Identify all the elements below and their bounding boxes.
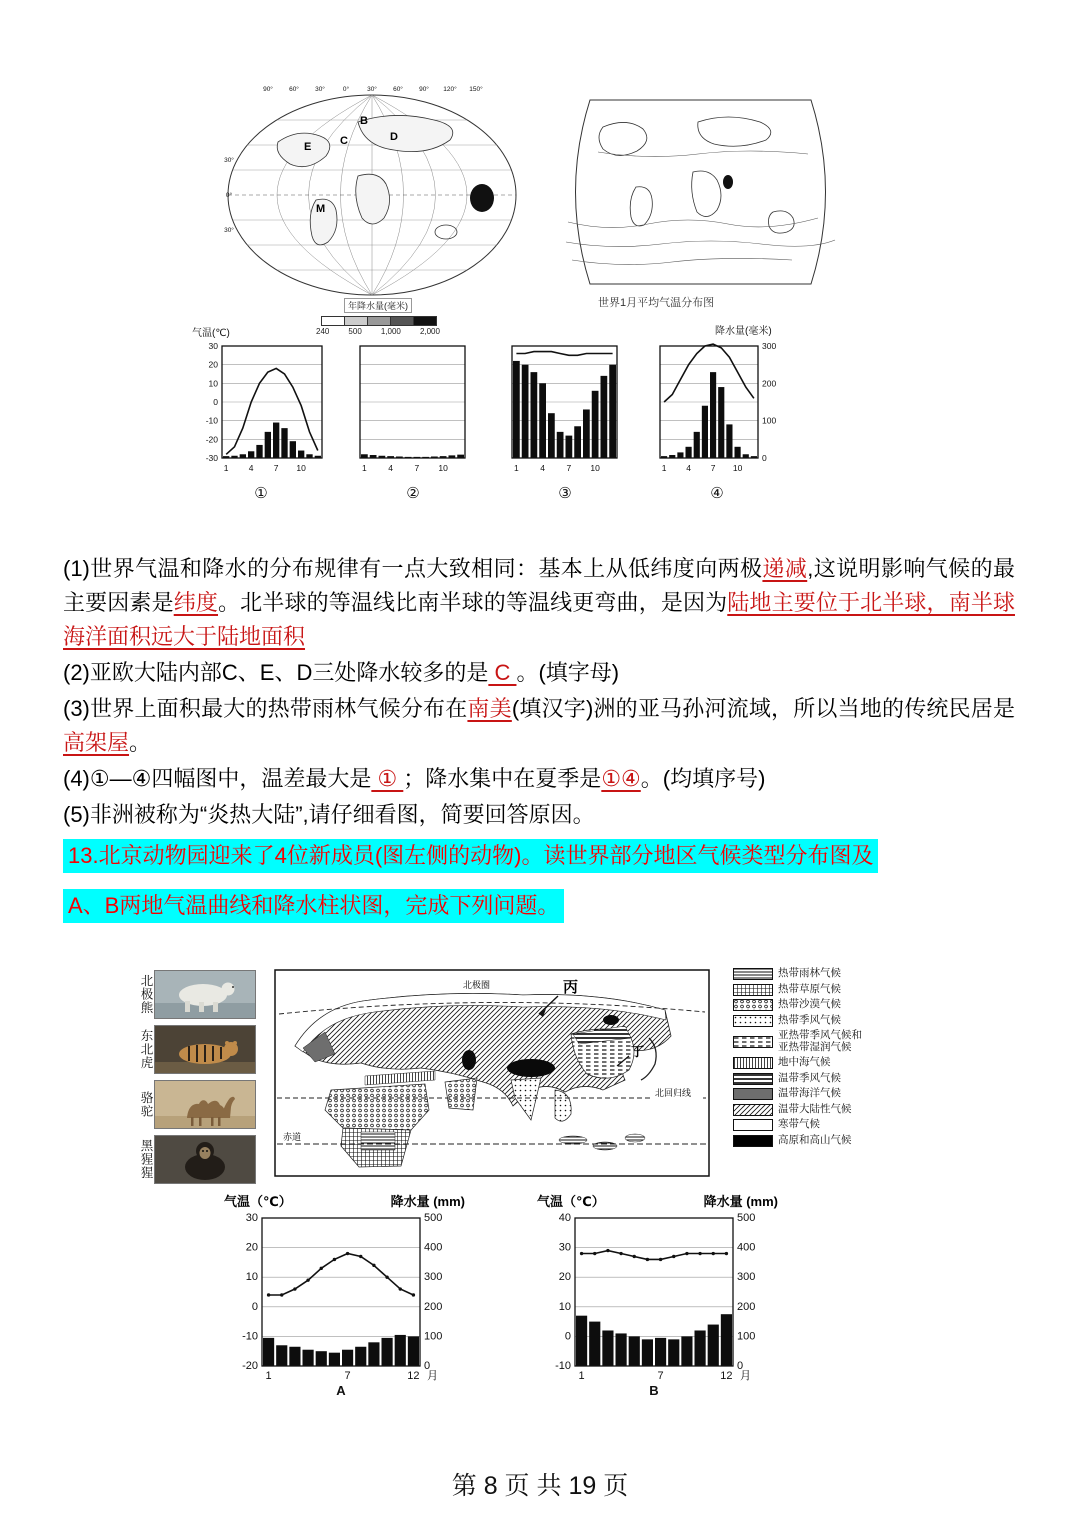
- svg-text:20: 20: [208, 359, 218, 370]
- question-text: (填汉字)洲的亚马孙河流域，所以当地的传统民居是: [511, 696, 1015, 721]
- svg-text:100: 100: [424, 1330, 443, 1343]
- chimpanzee-photo: [154, 1135, 256, 1184]
- svg-text:10: 10: [245, 1271, 258, 1284]
- question-text: 。(均填序号): [640, 766, 766, 791]
- animal-row: [138, 970, 266, 1019]
- question-3: [63, 692, 1015, 760]
- svg-text:300: 300: [424, 1271, 443, 1284]
- question-5: [63, 798, 1015, 832]
- bottom-climographs: [0, 1192, 1080, 1417]
- camel-photo: [154, 1080, 256, 1129]
- climograph-2: [348, 338, 478, 480]
- svg-text:500: 500: [424, 1212, 443, 1224]
- question-4: [63, 762, 1015, 796]
- question-2: [63, 656, 1015, 690]
- svg-text:150°: 150°: [469, 86, 483, 93]
- legend-item: 热带雨林气候: [733, 968, 948, 980]
- svg-text:30°: 30°: [224, 157, 234, 164]
- world-january-temperature-map: [558, 92, 843, 292]
- svg-text:1: 1: [265, 1370, 272, 1382]
- answer-text: 陆地主要位于北半球，南半球海洋面积远大于陆地面积: [63, 590, 1015, 649]
- question-text: 。北半球的等温线比南半球的等温线更弯曲，是因为: [218, 590, 728, 615]
- climate-legend: [733, 968, 948, 1150]
- svg-text:月: 月: [427, 1370, 438, 1382]
- answer-text: 递减: [762, 556, 808, 581]
- question-13-line-2: A、B两地气温曲线和降水柱状图，完成下列问题。: [63, 889, 564, 923]
- svg-text:200: 200: [424, 1300, 443, 1313]
- svg-text:0°: 0°: [225, 192, 233, 199]
- svg-text:4: 4: [248, 463, 254, 473]
- legend-item: 热带草原气候: [733, 984, 948, 996]
- climograph-3-label: ③: [558, 485, 572, 502]
- chart-b-temp-title: 气温（℃）: [537, 1194, 605, 1209]
- legend-swatch-icon: [733, 1088, 773, 1100]
- svg-text:100: 100: [762, 415, 777, 426]
- answer-text: ①: [371, 766, 404, 791]
- question-text: (4)①—④四幅图中，温差最大是: [63, 766, 372, 791]
- tropic-of-cancer-label: 北回归线: [655, 1088, 692, 1098]
- svg-text:7: 7: [710, 463, 716, 473]
- siberian-tiger-photo: [154, 1025, 256, 1074]
- svg-text:60°: 60°: [393, 86, 403, 93]
- svg-text:12: 12: [407, 1370, 420, 1382]
- svg-text:4: 4: [540, 463, 545, 473]
- svg-text:7: 7: [657, 1370, 664, 1382]
- question-text: (1)世界气温和降水的分布规律有一点大致相同：基本上从低纬度向两极: [63, 556, 763, 581]
- question-13-line-2-wrap: [63, 889, 1015, 923]
- svg-text:月: 月: [740, 1370, 751, 1382]
- svg-text:-20: -20: [242, 1360, 258, 1372]
- svg-text:0: 0: [251, 1300, 258, 1313]
- point-ding-label: 丁: [631, 1044, 645, 1059]
- svg-text:-10: -10: [555, 1360, 571, 1372]
- svg-text:30: 30: [245, 1212, 258, 1224]
- question-text: 。(填字母): [516, 660, 620, 685]
- svg-text:7: 7: [566, 463, 572, 473]
- precipitation-scale-values: 240 500 1,000 2,000: [316, 327, 440, 336]
- question-text: (5)非洲被称为“炎热大陆”,请仔细看图，简要回答原因。: [63, 802, 595, 827]
- svg-text:-30: -30: [205, 453, 218, 463]
- svg-text:0: 0: [564, 1330, 571, 1343]
- question-text: (2)亚欧大陆内部C、E、D三处降水较多的是: [63, 660, 489, 685]
- legend-swatch-icon: [733, 1036, 773, 1048]
- svg-text:7: 7: [344, 1370, 351, 1382]
- svg-text:4: 4: [686, 463, 691, 473]
- svg-text:200: 200: [762, 378, 777, 389]
- svg-text:60°: 60°: [289, 86, 299, 93]
- legend-item: 地中海气候: [733, 1057, 948, 1069]
- svg-text:0: 0: [762, 453, 767, 463]
- animal-label: 骆驼: [139, 1091, 153, 1118]
- page-footer: 第 8 页 共 19 页: [451, 1472, 629, 1500]
- map-letter-m: M: [316, 203, 326, 215]
- legend-swatch-icon: [733, 1073, 773, 1085]
- question-text: ；降水集中在夏季是: [403, 766, 602, 791]
- svg-text:0: 0: [737, 1360, 744, 1372]
- svg-text:A: A: [336, 1383, 346, 1398]
- question-text: (3)世界上面积最大的热带雨林气候分布在: [63, 696, 468, 721]
- asia-climate-map: [273, 968, 711, 1180]
- map-letter-d: D: [390, 131, 398, 143]
- chart-b-precip-title: 降水量 (mm): [703, 1194, 778, 1209]
- mini-temp-axis-title: 气温(℃): [192, 328, 230, 339]
- svg-text:30°: 30°: [367, 86, 377, 93]
- svg-text:30: 30: [558, 1241, 571, 1254]
- legend-swatch-icon: [733, 999, 773, 1011]
- svg-text:200: 200: [737, 1300, 756, 1313]
- svg-text:10: 10: [732, 463, 743, 473]
- legend-swatch-icon: [733, 1057, 773, 1069]
- legend-item: 温带季风气候: [733, 1073, 948, 1085]
- svg-text:-10: -10: [242, 1330, 258, 1343]
- svg-text:1: 1: [578, 1370, 585, 1382]
- svg-text:10: 10: [558, 1300, 571, 1313]
- legend-swatch-icon: [733, 1135, 773, 1147]
- svg-text:10: 10: [438, 463, 448, 473]
- svg-text:-10: -10: [205, 415, 218, 426]
- world-precipitation-map: [220, 80, 525, 302]
- animal-row: [138, 1025, 266, 1074]
- svg-text:7: 7: [414, 463, 420, 473]
- legend-item: 热带沙漠气候: [733, 999, 948, 1011]
- svg-text:30°: 30°: [224, 227, 234, 234]
- animal-row: [138, 1080, 266, 1129]
- svg-text:1: 1: [362, 463, 367, 473]
- svg-text:4: 4: [388, 463, 393, 473]
- svg-text:100: 100: [737, 1330, 756, 1343]
- chart-a-precip-title: 降水量 (mm): [390, 1194, 465, 1209]
- chart-a-temp-title: 气温（℃）: [224, 1194, 292, 1209]
- svg-text:90°: 90°: [419, 86, 429, 93]
- question-text: 。: [129, 730, 152, 755]
- svg-text:1: 1: [661, 463, 667, 473]
- map-letter-b: B: [360, 115, 368, 127]
- svg-text:300: 300: [737, 1271, 756, 1284]
- svg-text:-20: -20: [205, 434, 218, 445]
- climograph-b: [535, 1192, 780, 1407]
- legend-item: 高原和高山气候: [733, 1135, 948, 1147]
- legend-item: 温带大陆性气候: [733, 1104, 948, 1116]
- map-letter-c: C: [340, 135, 348, 147]
- question-13-line-1: 13.北京动物园迎来了4位新成员(图左侧的动物)。读世界部分地区气候类型分布图及: [63, 839, 878, 873]
- right-map-caption: 世界1月平均气温分布图: [598, 297, 715, 309]
- mini-precip-axis-title: 降水量(毫米): [715, 326, 772, 337]
- polar-bear-photo: [154, 970, 256, 1019]
- climograph-a: [222, 1192, 467, 1407]
- question-text-block: [63, 552, 1015, 923]
- animal-label: 黑猩猩: [139, 1139, 153, 1180]
- legend-swatch-icon: [733, 1119, 773, 1131]
- svg-text:1: 1: [223, 463, 229, 473]
- arctic-circle-label: 北极圈: [463, 980, 491, 990]
- answer-text: 南美: [467, 696, 512, 721]
- svg-text:10: 10: [208, 378, 218, 389]
- precipitation-scale: [308, 296, 448, 336]
- precipitation-scale-bar: [308, 316, 448, 326]
- climograph-2-label: ②: [406, 485, 420, 502]
- svg-text:1: 1: [514, 463, 519, 473]
- svg-text:0: 0: [213, 397, 218, 407]
- svg-text:10: 10: [296, 463, 306, 473]
- svg-text:0: 0: [424, 1360, 431, 1372]
- svg-text:30°: 30°: [315, 86, 325, 93]
- legend-item: 亚热带季风气候和 亚热带湿润气候: [733, 1030, 948, 1054]
- legend-item: 热带季风气候: [733, 1015, 948, 1027]
- answer-text: 纬度: [173, 590, 219, 615]
- legend-item: 寒带气候: [733, 1119, 948, 1131]
- equator-label: 赤道: [283, 1132, 302, 1142]
- question-13-line-1-wrap: [63, 839, 1015, 873]
- svg-text:20: 20: [558, 1271, 571, 1284]
- svg-text:40: 40: [558, 1212, 571, 1224]
- answer-text: 高架屋: [63, 730, 130, 755]
- climograph-4: [652, 338, 782, 480]
- legend-swatch-icon: [733, 968, 773, 980]
- climograph-4-label: ④: [710, 485, 724, 502]
- svg-text:300: 300: [762, 341, 777, 351]
- svg-text:20: 20: [245, 1241, 258, 1254]
- svg-text:7: 7: [273, 463, 279, 473]
- animal-column: [138, 970, 266, 1190]
- climate-distribution-figure: [138, 968, 950, 1186]
- legend-swatch-icon: [733, 1104, 773, 1116]
- map-letter-e: E: [304, 141, 312, 153]
- legend-swatch-icon: [733, 984, 773, 996]
- svg-text:0°: 0°: [342, 86, 350, 93]
- answer-text: C: [488, 660, 517, 685]
- svg-text:400: 400: [424, 1241, 443, 1254]
- top-figure: [170, 80, 890, 520]
- svg-text:30: 30: [208, 341, 218, 351]
- precipitation-scale-caption: 年降水量(毫米): [344, 298, 412, 313]
- svg-text:12: 12: [720, 1370, 733, 1382]
- answer-text: ①④: [601, 766, 641, 791]
- legend-item: 温带海洋气候: [733, 1088, 948, 1100]
- question-1: [63, 552, 1015, 654]
- animal-row: [138, 1135, 266, 1184]
- climograph-3: [500, 338, 630, 480]
- animal-label: 北极熊: [139, 974, 153, 1015]
- svg-text:400: 400: [737, 1241, 756, 1254]
- climograph-1: [196, 338, 326, 480]
- svg-text:120°: 120°: [443, 86, 457, 93]
- svg-text:500: 500: [737, 1212, 756, 1224]
- svg-text:90°: 90°: [263, 86, 273, 93]
- question-text: ,这说明影响气候的最主要因素是: [63, 556, 1015, 615]
- legend-swatch-icon: [733, 1015, 773, 1027]
- climograph-1-label: ①: [254, 485, 268, 502]
- svg-text:B: B: [649, 1383, 659, 1398]
- point-bing-label: 丙: [563, 979, 579, 996]
- svg-text:10: 10: [590, 463, 600, 473]
- animal-label: 东北虎: [139, 1029, 153, 1070]
